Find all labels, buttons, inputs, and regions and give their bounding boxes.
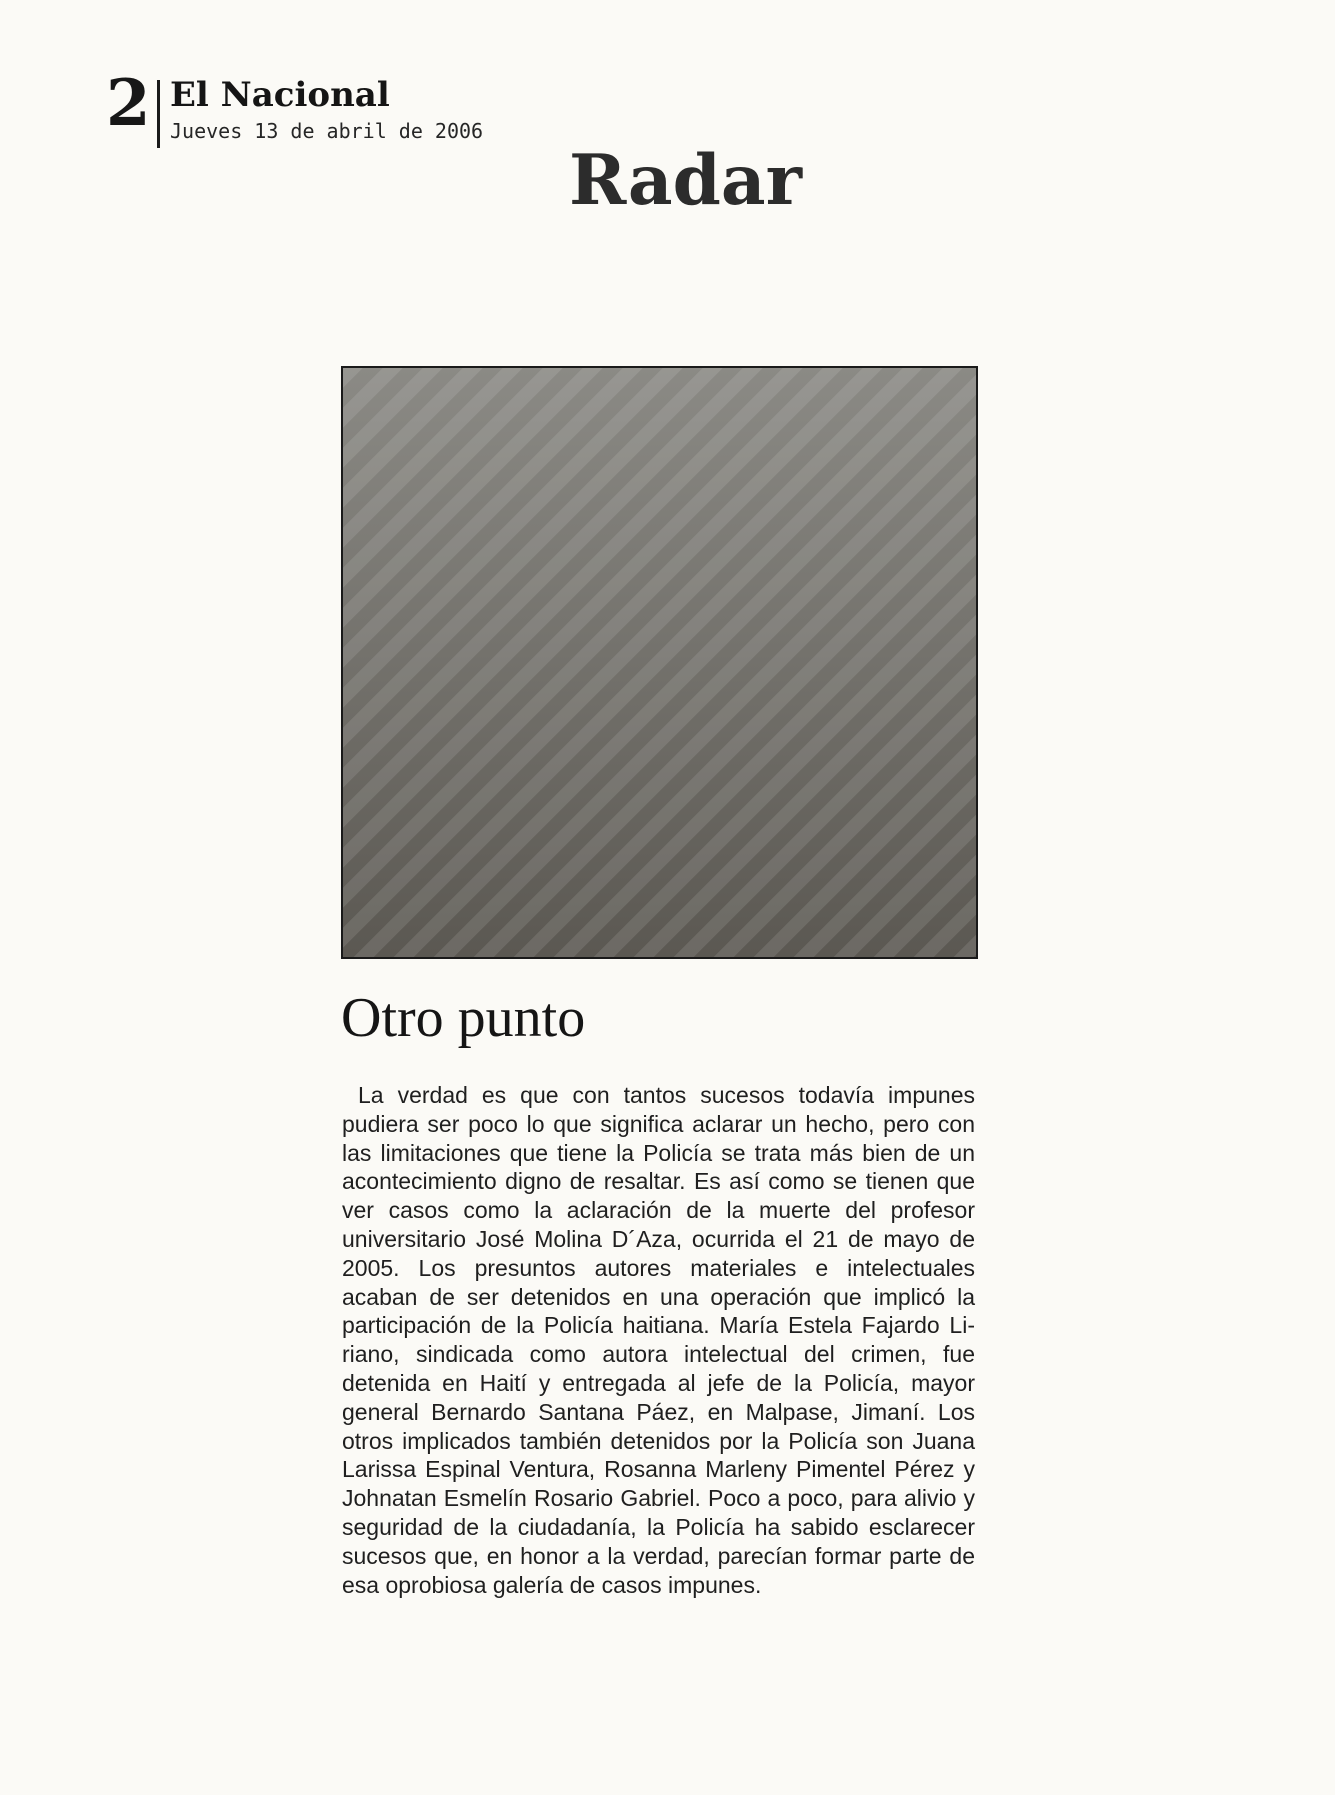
- publication-date: Jueves 13 de abril de 2006: [170, 119, 484, 143]
- page-number: 2: [106, 66, 149, 141]
- article-body: La verdad es que con tantos sucesos todavía impunes pudiera ser poco lo que significa aclarar un hecho, pero con las limitaciones que tiene la Policía se trata más bien de un acontecimiento digno de resaltar. Es así como se tienen que ver casos como la aclaración de la muerte del profesor universitario José Molina D´Aza, ocurrida el 21 de mayo de 2005. Los presuntos autores materiales e intelectuales acaban de ser detenidos en una operación que implicó la participación de la Policía haitiana. María Estela Fajardo Liriano, sindicada como autora intelectual del crimen, fue detenida en Haití y entregada al jefe de la Policía, mayor general Bernardo Santana Páez, en Malpase, Jimaní. Los otros implicados también detenidos por la Policía son Juana Larissa Espinal Ventura, Rosanna Marleny Pimentel Pérez y Johnatan Esmelín Rosario Gabriel. Poco a poco, para alivio y seguridad de la ciudadanía, la Policía ha sabido esclarecer sucesos que, en honor a la verdad, parecían formar parte de esa oprobiosa galería de casos impunes.: [342, 1082, 975, 1598]
- section-title: Radar: [569, 140, 802, 221]
- article-headline: Otro punto: [341, 987, 586, 1049]
- masthead-divider: [157, 80, 160, 148]
- article-photo: [341, 366, 978, 959]
- newspaper-name: El Nacional: [170, 75, 390, 115]
